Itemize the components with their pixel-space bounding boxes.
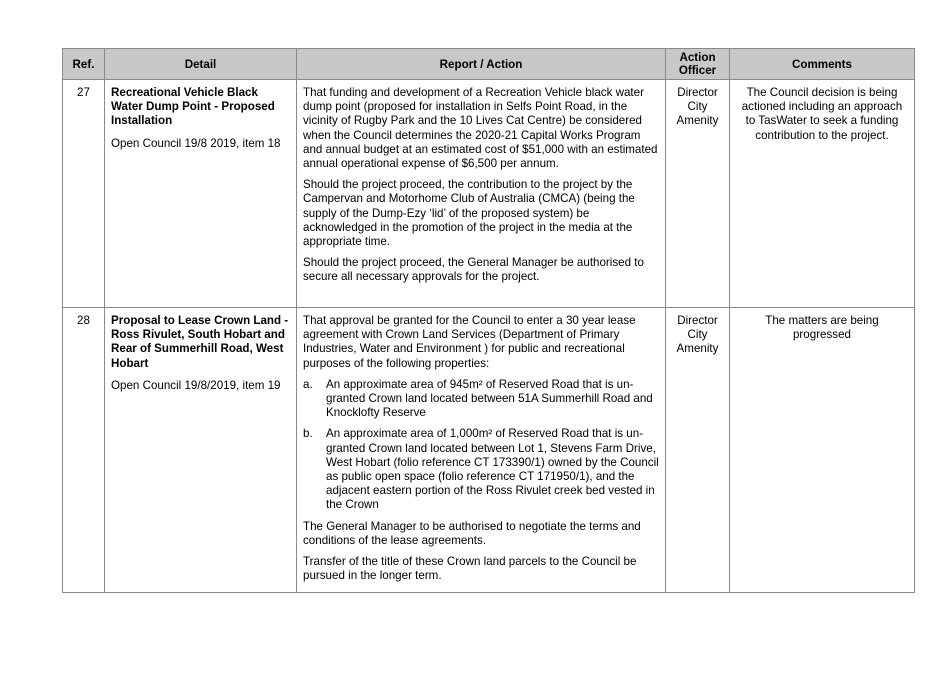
detail-title: Proposal to Lease Crown Land - Ross Rivulet, South Hobart and Rear of Summerhill Road, West Hobart [111, 314, 289, 370]
table-row [63, 80, 915, 308]
report-paragraph: Transfer of the title of these Crown land parcels to the Council be pursued in the longer term. [303, 555, 637, 583]
header-detail: Detail [105, 49, 297, 80]
row-action-officer: Director City Amenity [666, 80, 730, 308]
row-report [297, 308, 666, 593]
table-header-row [63, 49, 915, 80]
report-paragraph: Should the project proceed, the General Manager be authorised to secure all necessary approvals for the project. [303, 256, 644, 284]
row-comments: The Council decision is being actioned including an approach to TasWater to seek a funding contribution to the project. [730, 80, 915, 308]
header-comments: Comments [730, 49, 915, 80]
header-report: Report / Action [297, 49, 666, 80]
header-ref: Ref. [63, 49, 105, 80]
list-item-text: An approximate area of 1,000m² of Reserved Road that is un-granted Crown land located between Lot 1, Stevens Farm Drive, West Hobart (folio reference CT 173390/1) owned by the Council as public open space (folio reference CT 171950/1), and the adjacent eastern portion of the Ross Rivulet creek bed vested in the Crown [326, 427, 659, 512]
report-paragraph: Should the project proceed, the contribution to the project by the Campervan and Motorhome Club of Australia (CMCA) (being the supply of the Dump-Ezy ‘lid’ of the proposed system) be acknowledged in the promotion of the project in the media at the appropriate time. [303, 178, 635, 249]
row-detail [105, 308, 297, 593]
header-action-officer: Action Officer [666, 49, 730, 80]
row-ref: 28 [63, 308, 105, 593]
report-list-item [303, 378, 659, 421]
action-items-table [62, 48, 915, 593]
report-paragraph: That funding and development of a Recreation Vehicle black water dump point (proposed for installation in Selfs Point Road, in the vicinity of Rugby Park and the 10 Lives Cat Centre) be considered when the Council determines the 2020-21 Capital Works Program and annual budget at an estimated cost of $51,000 with an estimated annual operational expense of $6,500 per annum. [303, 86, 658, 171]
table-row [63, 308, 915, 593]
detail-meeting: Open Council 19/8/2019, item 19 [111, 378, 281, 392]
row-action-officer: Director City Amenity [666, 308, 730, 593]
row-detail [105, 80, 297, 308]
report-list-item [303, 427, 659, 512]
report-paragraph: That approval be granted for the Council to enter a 30 year lease agreement with Crown Land Services (Department of Primary Industries, Water and Environment ) for public and recreational purposes of the following properties: [303, 314, 636, 370]
list-item-text: An approximate area of 945m² of Reserved Road that is un-granted Crown land located between 51A Summerhill Road and Knocklofty Reserve [326, 377, 653, 420]
list-item-label: a. [303, 377, 313, 391]
detail-title: Recreational Vehicle Black Water Dump Point - Proposed Installation [111, 86, 275, 128]
detail-meeting: Open Council 19/8 2019, item 18 [111, 136, 281, 150]
row-comments: The matters are being progressed [730, 308, 915, 593]
report-paragraph: The General Manager to be authorised to negotiate the terms and conditions of the lease agreements. [303, 519, 641, 547]
row-ref: 27 [63, 80, 105, 308]
list-item-label: b. [303, 427, 313, 441]
row-report [297, 80, 666, 308]
